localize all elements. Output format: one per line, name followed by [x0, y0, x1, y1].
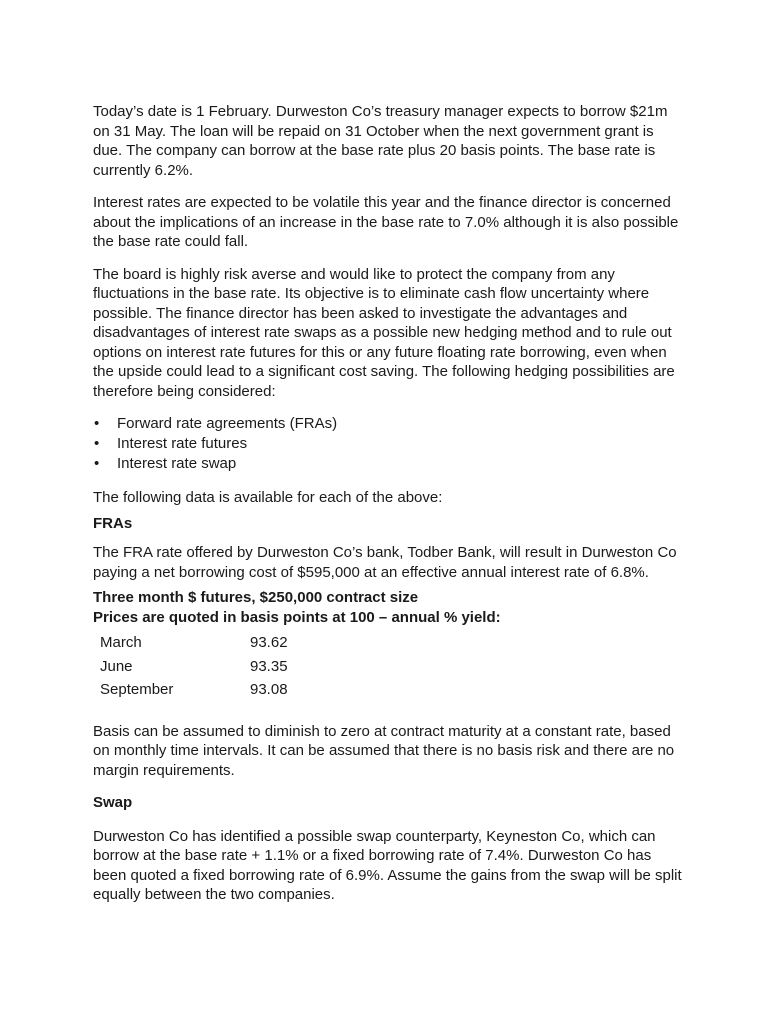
futures-price-table — [100, 633, 288, 704]
futures-month: September — [100, 681, 174, 698]
swap-paragraph: Durweston Co has identified a possible swap counterparty, Keyneston Co, which can borrow at the base rate + 1.1% or a fixed borrowing rate of 7.4%. Durweston Co has been quoted a fixed borrowing rate of 6.9%. Assume the gains from the swap will be split equally between the two companies. — [93, 827, 682, 903]
basis-paragraph: Basis can be assumed to diminish to zero at contract maturity at a constant rate, based on monthly time intervals. It can be assumed that there is no basis risk and there are no margin requirements. — [93, 722, 675, 779]
fra-paragraph: The FRA rate offered by Durweston Co’s bank, Todber Bank, will result in Durweston Co paying a net borrowing cost of $595,000 at an effective annual interest rate of 6.8%. — [93, 544, 677, 581]
list-item — [93, 454, 683, 474]
board-paragraph: The board is highly risk averse and would like to protect the company from any fluctuations in the base rate. Its objective is to eliminate cash flow uncertainty where possible. The finance director has been asked to investigate the advantages and disadvantages of interest rate swaps as a possible new hedging method and to rule out options on interest rate futures for this or any future floating rate borrowing, even when the upside could lead to a significant cost saving. The following hedging possibilities are therefore being considered: — [93, 265, 675, 400]
bullet-icon: • — [94, 415, 100, 432]
table-row — [100, 680, 288, 704]
futures-heading-line1: Three month $ futures, $250,000 contract size — [93, 589, 419, 606]
futures-price: 93.35 — [250, 657, 288, 675]
list-item-label: Forward rate agreements (FRAs) — [117, 415, 338, 432]
list-item — [93, 434, 683, 454]
hedging-options-list — [93, 414, 683, 474]
futures-month: June — [100, 657, 133, 675]
intro-paragraph: Today’s date is 1 February. Durweston Co’s treasury manager expects to borrow $21m on 31 May. The loan will be repaid on 31 October when the next government grant is due. The company can borrow at the base rate plus 20 basis points. The base rate is currently 6.2%. — [93, 103, 668, 179]
list-item-label: Interest rate swap — [117, 455, 237, 472]
volatility-paragraph: Interest rates are expected to be volatile this year and the finance director is concerned about the implications of an increase in the base rate to 7.0% although it is also possible the base rate could fall. — [93, 194, 679, 250]
document-page — [93, 102, 683, 918]
futures-heading-line2: Prices are quoted in basis points at 100 – annual % yield: — [93, 608, 501, 626]
futures-price: 93.08 — [250, 681, 288, 698]
futures-price: 93.62 — [250, 634, 288, 651]
data-intro-paragraph: The following data is available for each of the above: — [93, 489, 443, 506]
list-item — [93, 414, 683, 434]
futures-month: March — [100, 634, 142, 651]
bullet-icon: • — [94, 455, 100, 472]
table-row — [100, 657, 288, 681]
bullet-icon: • — [94, 435, 100, 452]
fras-heading: FRAs — [93, 514, 133, 532]
table-row — [100, 633, 288, 657]
swap-heading: Swap — [93, 794, 133, 811]
list-item-label: Interest rate futures — [117, 435, 248, 452]
